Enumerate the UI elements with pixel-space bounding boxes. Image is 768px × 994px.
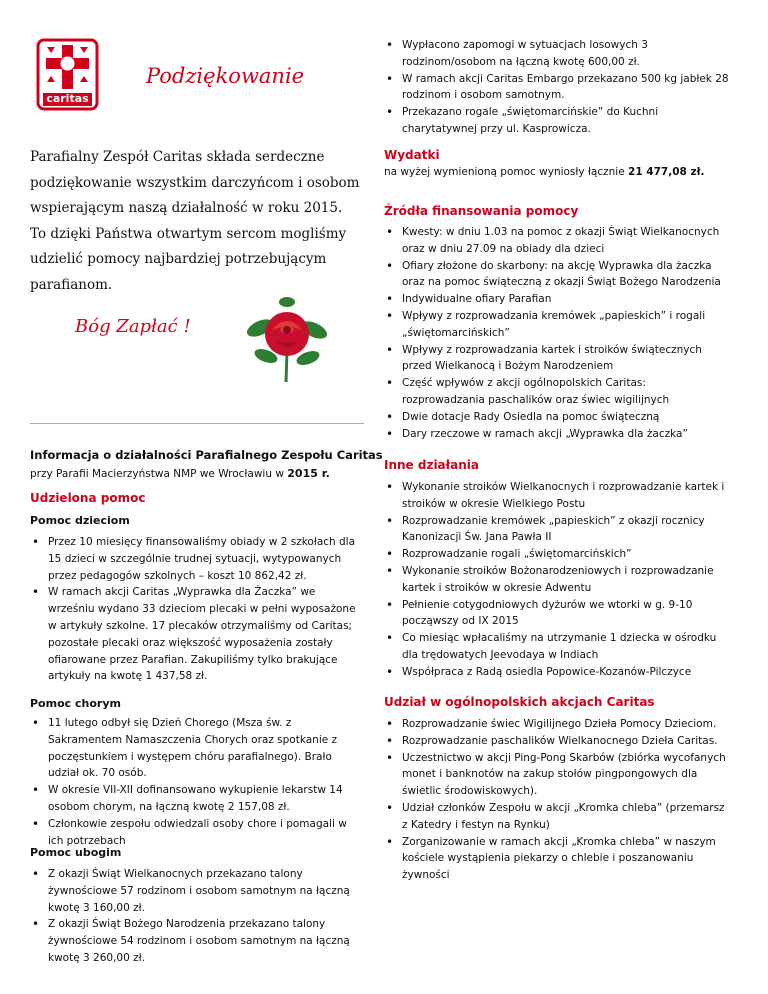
info-year: 2015 r.: [287, 467, 330, 480]
help-heading: Udzielona pomoc: [30, 491, 146, 505]
poor-help-title: Pomoc ubogim: [30, 846, 122, 859]
separator-line: [30, 423, 364, 424]
list-item: • Uczestnictwo w akcji Ping-Pong Skarbów (zbiórka wycofanych monet i banknotów na zakup stołów pingpongowych dla świetlic środowiskowych).: [384, 750, 729, 800]
list-item: • Wpływy z rozprowadzania kremówek „papieskich” i rogali „świętomarcińskich”: [384, 308, 729, 342]
list-item: • Rozprowadzanie świec Wigilijnego Dzieła Pomocy Dzieciom.: [384, 716, 729, 733]
list-item: • Rozprowadzanie paschalików Wielkanocnego Dzieła Caritas.: [384, 733, 729, 750]
list-item: • Wykonanie stroików Wielkanocnych i rozprowadzanie kartek i stroików w okresie Wielkiego Postu: [384, 479, 729, 513]
national-heading: Udział w ogólnopolskich akcjach Caritas: [384, 695, 655, 709]
list-item: • Indywidualne ofiary Parafian: [384, 291, 729, 308]
list-item: • Kwesty: w dniu 1.03 na pomoc z okazji Świąt Wielkanocnych oraz w dniu 27.09 na obiady dla dzieci: [384, 224, 729, 258]
poor-help-list: [30, 866, 365, 967]
list-item: • Udział członków Zespołu w akcji „Kromka chleba” (przemarsz z Katedry i festyn na Rynku): [384, 800, 729, 834]
list-item: • Przekazano rogale „świętomarcińskie” do Kuchni charytatywnej przy ul. Kasprowicza.: [384, 104, 729, 138]
list-item: • 11 lutego odbył się Dzień Chorego (Msza św. z Sakramentem Namaszczenia Chorych oraz spotkanie z poczęstunkiem i występem chóru parafialnego). Brało udział ok. 70 osób.: [30, 715, 365, 782]
list-item: • Co miesiąc wpłacaliśmy na utrzymanie 1 dziecka w ośrodku dla trędowatych Jeevodaya w Indiach: [384, 630, 729, 664]
list-item: • Członkowie zespołu odwiedzali osoby chore i pomagali w ich potrzebach: [30, 816, 365, 850]
intro-line: udzielić pomocy najbardziej potrzebującym: [30, 251, 327, 267]
list-item: • Współpraca z Radą osiedla Popowice-Kozanów-Pilczyce: [384, 664, 729, 681]
expenses-text: [384, 166, 704, 178]
list-item: • Wykonanie stroików Bożonarodzeniowych i rozprowadzanie kartek i stroików w okresie Adwentu: [384, 563, 729, 597]
intro-line: wspierającym naszą działalność w roku 2015.: [30, 200, 343, 216]
logo-text: caritas: [46, 92, 89, 105]
list-item: • Wpływy z rozprowadzania kartek i stroików świątecznych przed Wielkanocą i Bożym Narodzeniem: [384, 342, 729, 376]
list-item: • Dwie dotacje Rady Osiedla na pomoc świąteczną: [384, 409, 729, 426]
other-heading: Inne działania: [384, 458, 479, 472]
info-subheading-prefix: przy Parafii Macierzyństwa NMP we Wrocławiu w: [30, 468, 284, 480]
funding-list: [384, 224, 729, 442]
list-item: • Dary rzeczowe w ramach akcji „Wyprawka dla żaczka”: [384, 426, 729, 443]
sick-help-list: [30, 715, 365, 849]
funding-heading: Źródła finansowania pomocy: [384, 204, 579, 218]
list-item: • Rozprowadzanie rogali „świętomarcińskich”: [384, 546, 729, 563]
intro-text: [30, 145, 365, 298]
closing-text: Bóg Zapłać !: [75, 316, 191, 337]
list-item: • Z okazji Świąt Wielkanocnych przekazano talony żywnościowe 57 rodzinom i osobom samotnym na łączną kwotę 3 160,00 zł.: [30, 866, 365, 916]
intro-line: To dzięki Państwa otwartym sercom mogliśmy: [30, 225, 347, 242]
children-help-list: [30, 534, 365, 685]
list-item: • W ramach akcji Caritas „Wyprawka dla Żaczka” we wrześniu wydano 33 dzieciom plecaki w pełni wyposażone w artykuły szkolne. 17 plecaków otrzymaliśmy od Caritas; pozostałe plecaki oraz większość wyposażenia zostały ofiarowane przez Parafian. Zakupiliśmy tylko brakujące artykuły na kwotę 1 437,58 zł.: [30, 584, 365, 685]
expenses-heading: Wydatki: [384, 148, 440, 162]
list-item: • Z okazji Świąt Bożego Narodzenia przekazano talony żywnościowe 54 rodzinom i osobom samotnym na łączną kwotę 3 260,00 zł.: [30, 916, 365, 966]
sick-help-title: Pomoc chorym: [30, 697, 121, 710]
info-heading: Informacja o działalności Parafialnego Zespołu Caritas: [30, 448, 383, 462]
info-subheading: [30, 467, 330, 480]
intro-line: podziękowanie wszystkim darczyńcom i osobom: [30, 174, 360, 191]
thanks-title: Podziękowanie: [146, 64, 305, 88]
expenses-prefix: na wyżej wymienioną pomoc wyniosły łącznie: [384, 166, 625, 178]
list-item: • W okresie VII-XII dofinansowano wykupienie lekarstw 14 osobom chorym, na łączną kwotę 2 157,08 zł.: [30, 782, 365, 816]
caritas-logo: [35, 37, 100, 112]
list-item: • Zorganizowanie w ramach akcji „Kromka chleba” w naszym kościele wystąpienia piekarzy o chlebie i poszanowaniu żywności: [384, 834, 729, 884]
list-item: • Pełnienie cotygodniowych dyżurów we wtorki w g. 9-10 począwszy od IX 2015: [384, 597, 729, 631]
list-item: • Część wpływów z akcji ogólnopolskich Caritas: rozprowadzania paschalików oraz świec wigilijnych: [384, 375, 729, 409]
list-item: • Rozprowadzanie kremówek „papieskich” z okazji rocznicy Kanonizacji Św. Jana Pawła II: [384, 513, 729, 547]
rose-image: [242, 290, 332, 385]
other-list: [384, 479, 729, 681]
national-list: [384, 716, 729, 884]
list-item: • Przez 10 miesięcy finansowaliśmy obiady w 2 szkołach dla 15 dzieci w szczególnie trudnej sytuacji, wytypowanych przez pedagogów szkolnych – koszt 10 862,42 zł.: [30, 534, 365, 584]
intro-line: Parafialny Zespół Caritas składa serdeczne: [30, 149, 325, 165]
poor-help-continued-list: [384, 37, 729, 138]
list-item: • W ramach akcji Caritas Embargo przekazano 500 kg jabłek 28 rodzinom i osobom samotnym.: [384, 71, 729, 105]
children-help-title: Pomoc dzieciom: [30, 514, 130, 527]
list-item: • Wypłacono zapomogi w sytuacjach losowych 3 rodzinom/osobom na łączną kwotę 600,00 zł.: [384, 37, 729, 71]
list-item: • Ofiary złożone do skarbony: na akcję Wyprawka dla żaczka oraz na pomoc świąteczną z okazji Świąt Bożego Narodzenia: [384, 258, 729, 292]
intro-line: parafianom.: [30, 276, 113, 293]
expenses-total: 21 477,08 zł.: [628, 166, 705, 178]
